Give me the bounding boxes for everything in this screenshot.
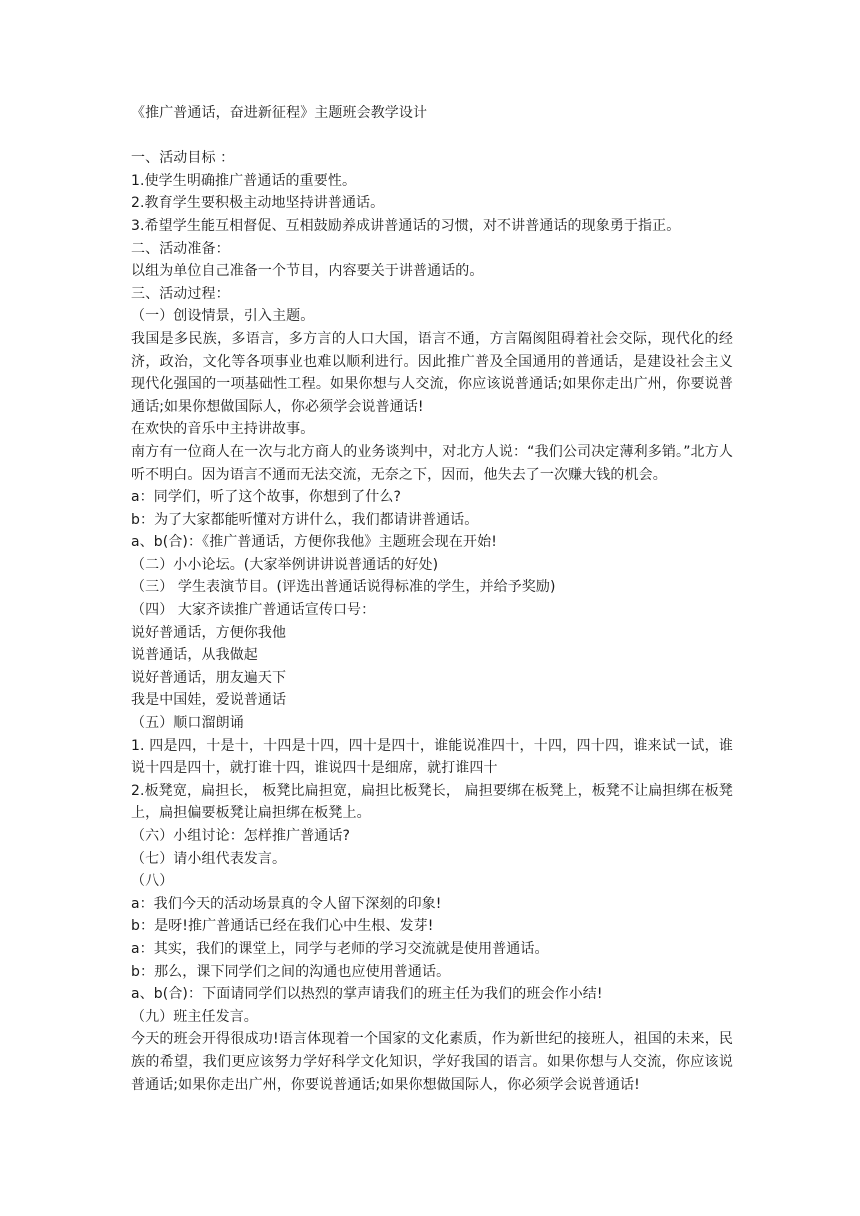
paragraph: （九）班主任发言。 [131, 1008, 258, 1025]
paragraph: 三、活动过程： [131, 285, 230, 302]
paragraph: 说好普通话，朋友遍天下 [131, 669, 287, 686]
paragraph: a：其实，我们的课堂上，同学与老师的学习交流就是使用普通话。 [131, 940, 549, 957]
paragraph: 南方有一位商人在一次与北方商人的业务谈判中，对北方人说：“我们公司决定薄利多销。”北方人听不明白。因为语言不通而无法交流，无奈之下，因而，他失去了一次赚大钱的机会。 [131, 443, 733, 483]
paragraph: （七）请小组代表发言。 [131, 850, 287, 867]
paragraph: 在欢快的音乐中主持讲故事。 [131, 421, 315, 438]
paragraph: a、b(合)：《推广普通话，方便你我他》主题班会现在开始! [131, 534, 497, 551]
paragraph: 2.教育学生要积极主动地坚持讲普通话。 [131, 195, 385, 212]
paragraph: （二）小小论坛。(大家举例讲讲说普通话的好处) [131, 556, 439, 573]
paragraph: 1.使学生明确推广普通话的重要性。 [131, 172, 357, 189]
paragraph: 我国是多民族，多语言，多方言的人口大国，语言不通，方言隔阂阻碍着社会交际，现代化的经济，政治，文化等各项事业也难以顺利进行。因此推广普及全国通用的普通话，是建设社会主义现代化强国的一项基础性工程。如果你想与人交流，你应该说普通话;如果你走出广州，你要说普通话;如果你想做国际人，你必须学会说普通话! [131, 330, 733, 415]
blank-line [131, 125, 733, 148]
paragraph: 2.板凳宽，扁担长， 板凳比扁担宽，扁担比板凳长， 扁担要绑在板凳上，板凳不让扁担绑在板凳上，扁担偏要板凳让扁担绑在板凳上。 [131, 782, 733, 822]
paragraph-list [131, 147, 733, 1096]
paragraph: （八） [131, 873, 174, 890]
document-title: 《推广普通话，奋进新征程》主题班会教学设计 [131, 105, 428, 121]
document-body [131, 102, 733, 1096]
paragraph: （五）顺口溜朗诵 [131, 715, 244, 732]
paragraph: 1. 四是四，十是十，十四是十四，四十是四十，谁能说准四十，十四，四十四，谁来试一试，谁说十四是四十，就打谁十四，谁说四十是细席，就打谁四十 [131, 737, 733, 777]
paragraph: 说普通话，从我做起 [131, 647, 258, 664]
paragraph: b：那么，课下同学们之间的沟通也应使用普通话。 [131, 963, 451, 980]
paragraph: 3.希望学生能互相督促、互相鼓励养成讲普通话的习惯，对不讲普通话的现象勇于指正。 [131, 217, 681, 234]
paragraph: 今天的班会开得很成功!语言体现着一个国家的文化素质，作为新世纪的接班人，祖国的未来，民族的希望，我们更应该努力学好科学文化知识，学好我国的语言。如果你想与人交流，你应该说普通话;如果你走出广州，你要说普通话;如果你想做国际人，你必须学会说普通话! [131, 1031, 733, 1093]
paragraph: 我是中国娃，爱说普通话 [131, 692, 287, 709]
paragraph: a、b(合)：下面请同学们以热烈的掌声请我们的班主任为我们的班会作小结! [131, 986, 603, 1003]
paragraph: 说好普通话，方便你我他 [131, 624, 287, 641]
paragraph: 一、活动目标 ： [131, 150, 235, 167]
paragraph: （三） 学生表演节目。(评选出普通话说得标准的学生，并给予奖励) [131, 579, 556, 596]
paragraph: 以组为单位自己准备一个节目，内容要关于讲普通话的。 [131, 263, 484, 280]
paragraph: （一）创设情景，引入主题。 [131, 308, 315, 325]
paragraph: a：同学们，听了这个故事，你想到了什么? [131, 489, 402, 506]
paragraph: 二、活动准备： [131, 240, 230, 257]
paragraph: b：为了大家都能听懂对方讲什么，我们都请讲普通话。 [131, 511, 479, 528]
paragraph: b：是呀!推广普通话已经在我们心中生根、发芽! [131, 918, 434, 935]
paragraph: a：我们今天的活动场景真的令人留下深刻的印象! [131, 895, 442, 912]
paragraph: （六）小组讨论：怎样推广普通话? [131, 828, 351, 844]
paragraph: （四） 大家齐读推广普通话宣传口号： [131, 602, 376, 619]
